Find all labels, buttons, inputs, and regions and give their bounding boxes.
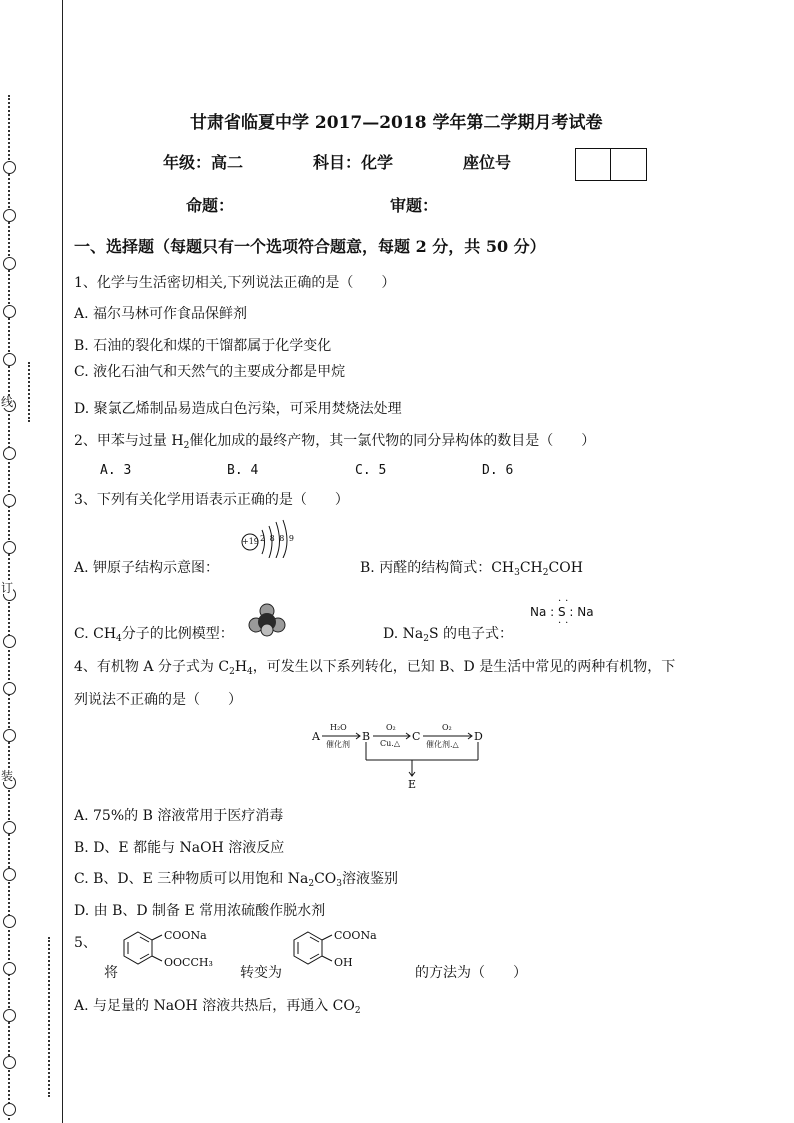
molecule-sodium-acetylsalicylate bbox=[118, 926, 228, 976]
molecule-sodium-salicylate bbox=[288, 926, 388, 976]
q5-number: 5、 bbox=[74, 935, 97, 951]
q4-stem: 4、有机物 A 分子式为 $C_2H_4$，可发生以下系列转化，已知 B、D 是生活中常见的两种有机物，下 bbox=[74, 659, 676, 677]
scheme-reagent-3-bottom: 催化剂.△ bbox=[426, 740, 459, 749]
q1-stem: 1、化学与生活密切相关,下列说法正确的是（ ） bbox=[74, 275, 396, 291]
grade-label: 年级：高二 bbox=[163, 153, 244, 172]
exam-title: 甘肃省临夏中学 2017—2018 学年第二学期月考试卷 bbox=[190, 113, 603, 133]
q5-option-a: A. 与足量的 NaOH 溶液共热后，再通入 $CO_2$ bbox=[74, 998, 361, 1016]
q3-option-c: C. $CH_4$分子的比例模型： bbox=[74, 626, 234, 644]
q1-option-d: D. 聚氯乙烯制品易造成白色污染，可采用焚烧法处理 bbox=[74, 401, 402, 417]
q2-option-c: C. 5 bbox=[355, 463, 387, 478]
reaction-scheme bbox=[310, 720, 490, 792]
q3-option-d: D. $Na_2S$ 的电子式： bbox=[383, 626, 514, 644]
binding-label-zhuang: 装 bbox=[1, 769, 14, 783]
q3-option-b: B. 丙醛的结构简式：$CH_3CH_2COH$ bbox=[360, 560, 583, 578]
q1-option-a: A. 福尔马林可作食品保鲜剂 bbox=[74, 306, 248, 322]
q2-option-a: A. 3 bbox=[100, 463, 132, 478]
group-coona-1: COONa bbox=[164, 929, 207, 942]
q4-option-a: A. 75%的 B 溶液常用于医疗消毒 bbox=[74, 808, 284, 824]
q2-stem: 2、甲苯与过量 $H_2$催化加成的最终产物，其一氯代物的同分异构体的数目是（ ） bbox=[74, 433, 596, 451]
q1-option-b: B. 石油的裂化和煤的干馏都属于化学变化 bbox=[74, 338, 332, 354]
q5-method: 的方法为（ ） bbox=[415, 965, 527, 981]
scheme-reagent-1-bottom: 催化剂 bbox=[326, 740, 350, 749]
seat-label: 座位号 bbox=[463, 153, 512, 172]
group-oh: OH bbox=[334, 956, 353, 969]
q2-option-b: B. 4 bbox=[227, 463, 259, 478]
q4-stem-line2: 列说法不正确的是（ ） bbox=[74, 692, 242, 708]
group-oocch3: OOCCH₃ bbox=[164, 956, 213, 969]
q3-stem: 3、下列有关化学用语表示正确的是（ ） bbox=[74, 492, 349, 508]
q1-option-c: C. 液化石油气和天然气的主要成分都是甲烷 bbox=[74, 364, 346, 380]
q5-zhuan: 转变为 bbox=[240, 965, 282, 981]
binding-label-xian: 线 bbox=[1, 395, 14, 409]
electron-dots-bottom: ·· bbox=[558, 618, 573, 629]
scheme-reagent-3-top: O₂ bbox=[442, 723, 452, 732]
q4-option-b: B. D、E 都能与 NaOH 溶液反应 bbox=[74, 840, 285, 856]
atom-nucleus-label: +19 bbox=[242, 537, 259, 546]
group-coona-2: COONa bbox=[334, 929, 377, 942]
scheme-reagent-2-bottom: Cu.△ bbox=[380, 739, 400, 748]
methane-space-filling-model bbox=[248, 603, 286, 637]
q3-option-a: A. 钾原子结构示意图： bbox=[74, 560, 220, 576]
scheme-compound-a: A bbox=[312, 730, 320, 743]
seat-number-box[interactable] bbox=[575, 148, 647, 181]
electron-dots-top: ·· bbox=[558, 596, 573, 607]
scheme-reagent-1-top: H₂O bbox=[330, 723, 347, 732]
reviewer-label: 审题： bbox=[390, 196, 439, 215]
q4-option-c: C. B、D、E 三种物质可以用饱和 $Na_2CO_3$溶液鉴别 bbox=[74, 871, 399, 889]
binding-label-ding: 订 bbox=[1, 581, 14, 595]
author-label: 命题： bbox=[186, 196, 235, 215]
scheme-compound-e: E bbox=[408, 778, 417, 791]
q5-jiang: 将 bbox=[104, 965, 118, 981]
scheme-compound-b: B bbox=[362, 730, 371, 743]
potassium-atom-diagram bbox=[240, 518, 295, 558]
q4-option-d: D. 由 B、D 制备 E 常用浓硫酸作脱水剂 bbox=[74, 903, 326, 919]
binding-line bbox=[62, 0, 63, 1123]
scheme-compound-c: C bbox=[412, 730, 421, 743]
atom-shell-electrons: 2 8 8 9 bbox=[260, 534, 295, 543]
subject-label: 科目：化学 bbox=[313, 153, 394, 172]
scheme-reagent-2-top: O₂ bbox=[386, 723, 396, 732]
na2s-electron-formula: Na : S : Na bbox=[530, 605, 594, 619]
section-heading: 一、选择题（每题只有一个选项符合题意，每题 2 分，共 50 分） bbox=[74, 237, 546, 256]
q2-option-d: D. 6 bbox=[482, 463, 514, 478]
scheme-compound-d: D bbox=[474, 730, 483, 743]
